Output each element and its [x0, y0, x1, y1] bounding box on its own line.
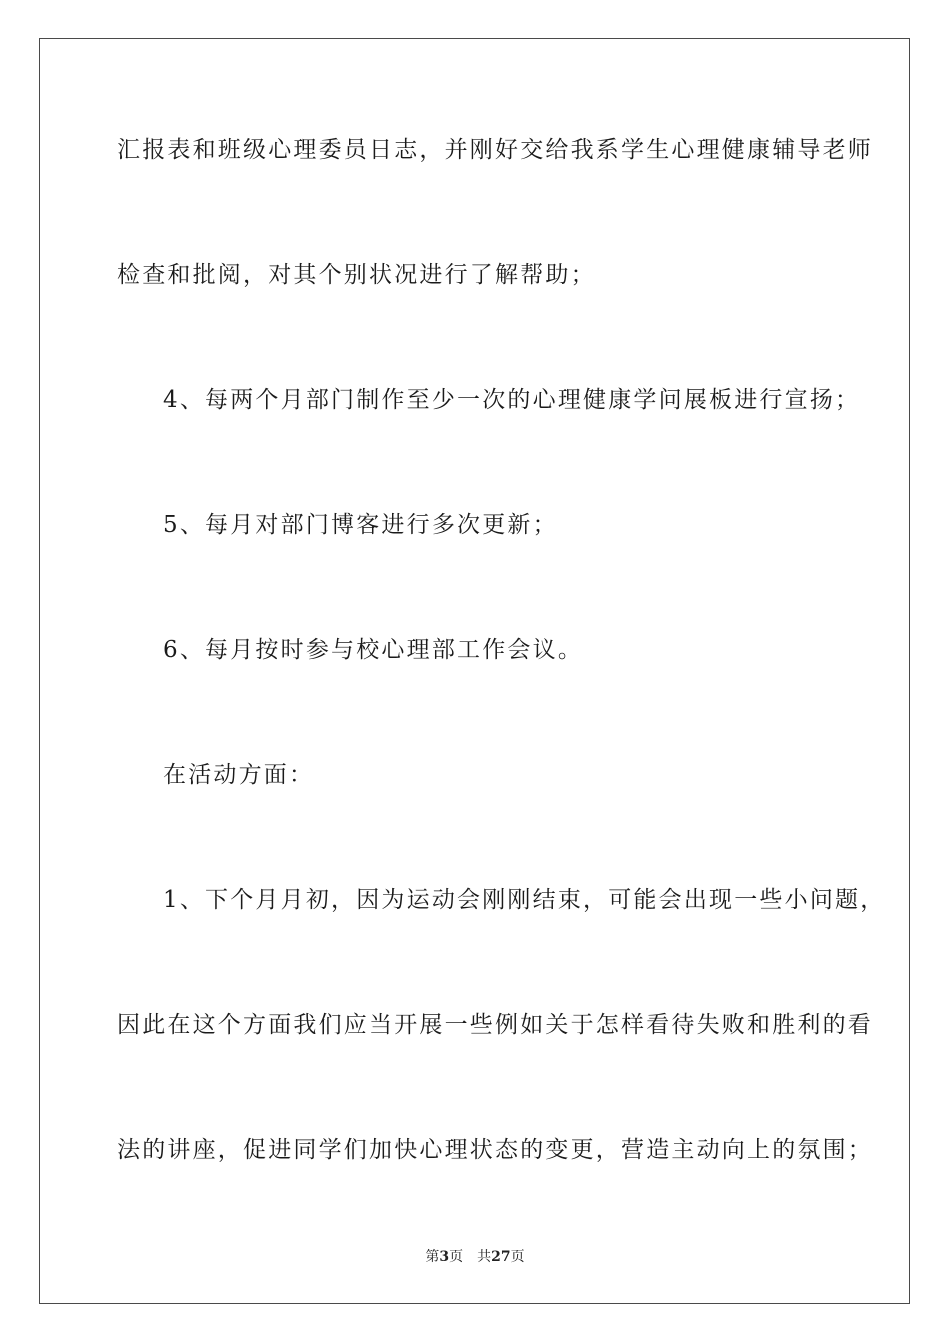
- body-line-5: 6、每月按时参与校心理部工作会议。: [163, 637, 584, 663]
- page-border: [39, 38, 910, 1304]
- body-line-7: 1、下个月月初，因为运动会刚刚结束，可能会出现一些小问题，: [163, 887, 886, 913]
- page-footer: [0, 1246, 950, 1266]
- footer-total-pages: 27: [491, 1249, 511, 1265]
- footer-page-prefix: 第: [425, 1249, 440, 1265]
- body-line-1: 汇报表和班级心理委员日志，并刚好交给我系学生心理健康辅导老师: [117, 137, 873, 163]
- body-line-4: 5、每月对部门博客进行多次更新；: [163, 512, 558, 538]
- body-line-3: 4、每两个月部门制作至少一次的心理健康学问展板进行宣扬；: [163, 387, 861, 413]
- footer-total-prefix: 共: [477, 1249, 492, 1265]
- footer-page-suffix: 页: [449, 1249, 464, 1265]
- body-line-9: 法的讲座，促进同学们加快心理状态的变更，营造主动向上的氛围；: [117, 1137, 873, 1163]
- footer-total-suffix: 页: [510, 1249, 525, 1265]
- body-line-8: 因此在这个方面我们应当开展一些例如关于怎样看待失败和胜利的看: [117, 1012, 873, 1038]
- footer-page-number: 3: [439, 1249, 450, 1265]
- body-line-6: 在活动方面：: [163, 762, 315, 788]
- body-line-2: 检查和批阅，对其个别状况进行了解帮助；: [117, 262, 596, 288]
